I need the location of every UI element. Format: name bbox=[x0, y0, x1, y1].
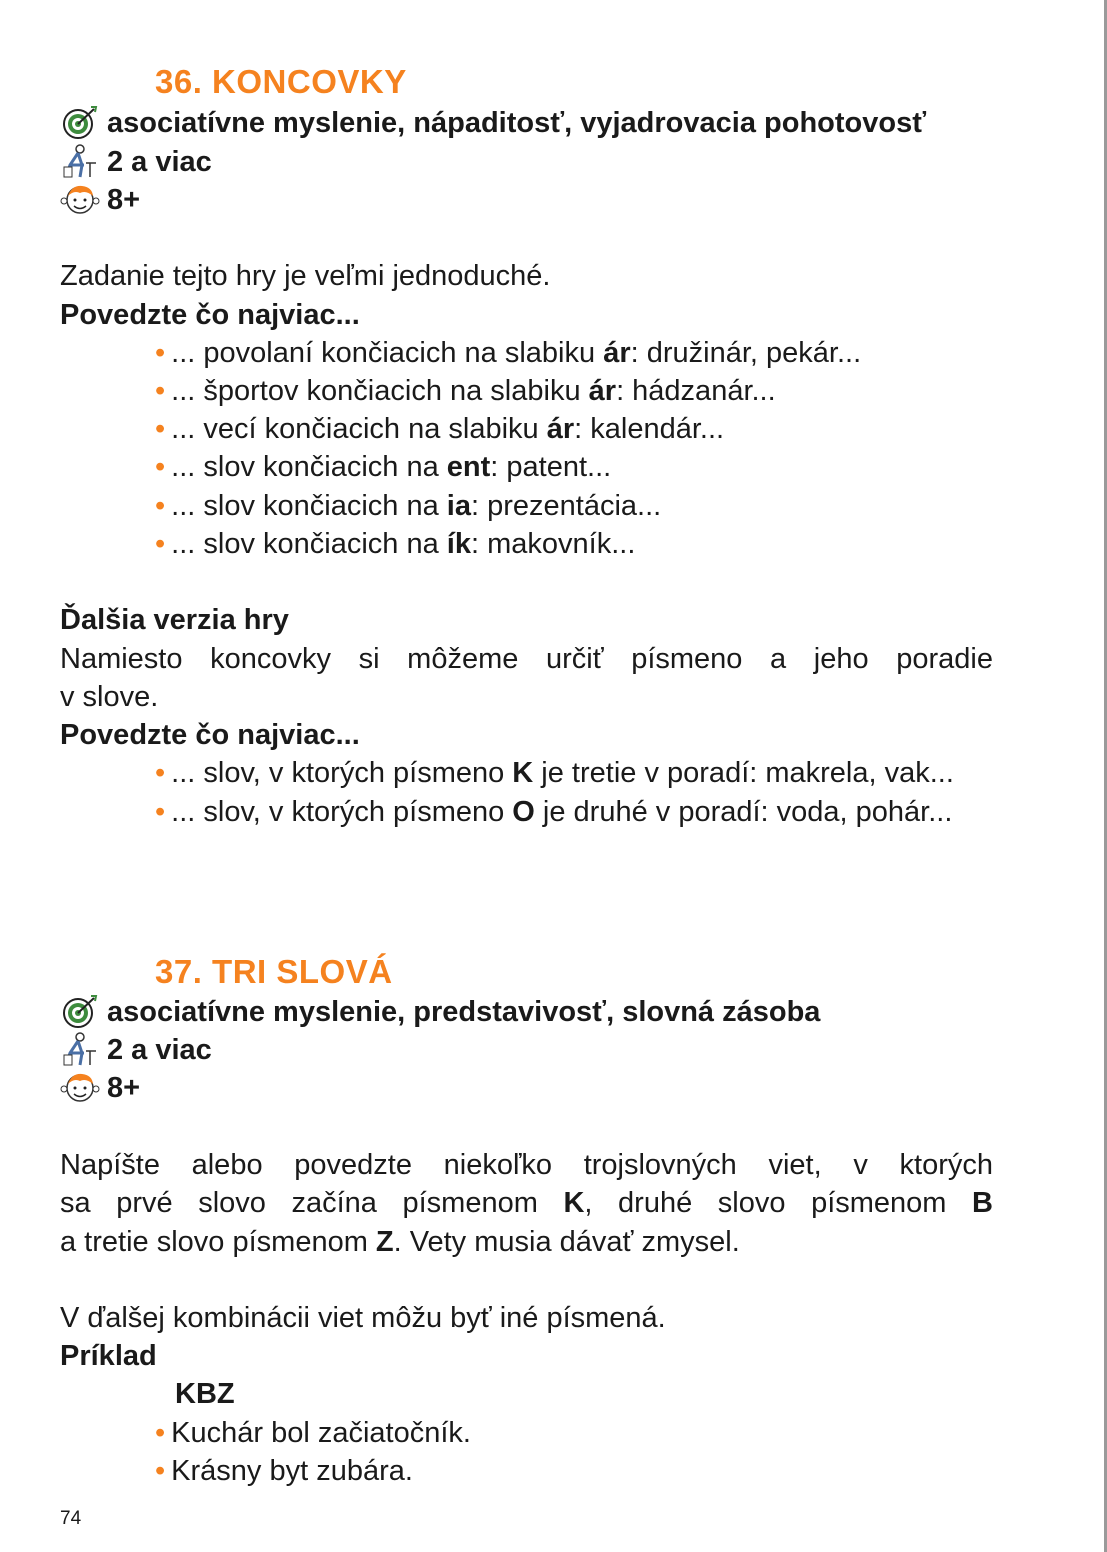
bold-text: B bbox=[972, 1187, 993, 1219]
age-text: 8+ bbox=[107, 184, 141, 216]
bold-text: K bbox=[563, 1187, 585, 1219]
list-item bbox=[155, 372, 776, 410]
bold-text: O bbox=[512, 796, 535, 828]
text-line bbox=[60, 1223, 740, 1261]
bold-text: Ďalšia verzia hry bbox=[60, 604, 289, 636]
text-line bbox=[60, 601, 289, 639]
bold-text: Z bbox=[375, 1226, 394, 1258]
players-count: 2 a viac bbox=[107, 146, 212, 178]
text-span: ... slov, v ktorých písmeno bbox=[171, 796, 513, 828]
text-line bbox=[60, 1299, 666, 1337]
bold-text: KBZ bbox=[175, 1378, 235, 1410]
bold-text: ent bbox=[446, 451, 491, 483]
text-span: ... vecí končiacich na slabiku bbox=[171, 413, 547, 445]
players-icon bbox=[60, 1031, 100, 1067]
list-item bbox=[155, 754, 954, 792]
bold-text: K bbox=[512, 757, 534, 789]
bold-text: ár bbox=[546, 413, 575, 445]
players-icon bbox=[60, 143, 100, 179]
text-span: : družinár, pekár... bbox=[630, 337, 862, 369]
text-line bbox=[60, 1146, 993, 1184]
list-item bbox=[155, 793, 952, 831]
bold-text: Povedzte čo najviac... bbox=[60, 299, 360, 331]
list-item bbox=[155, 1414, 471, 1452]
text-line bbox=[60, 640, 993, 678]
text-line bbox=[60, 678, 158, 716]
list-item bbox=[155, 448, 611, 486]
text-span: Kuchár bol začiatočník. bbox=[171, 1417, 471, 1449]
text-span: ... slov, v ktorých písmeno bbox=[171, 757, 513, 789]
text-span: . Vety musia dávať zmysel. bbox=[393, 1226, 740, 1258]
game-title: 37. TRI SLOVÁ bbox=[155, 953, 393, 990]
bullet-marker: • bbox=[155, 528, 166, 560]
list-item bbox=[155, 334, 861, 372]
text-span: Krásny byt zubára. bbox=[171, 1455, 413, 1487]
text-span: je tretie v poradí: makrela, vak... bbox=[533, 757, 954, 789]
text-span: Namiesto koncovky si môžeme určiť písmeno a jeho poradie bbox=[60, 643, 993, 675]
text-line bbox=[60, 716, 360, 754]
game-title: 36. KONCOVKY bbox=[155, 63, 407, 100]
bold-text: Príklad bbox=[60, 1340, 157, 1372]
text-span: : hádzanár... bbox=[616, 375, 776, 407]
text-span: : kalendár... bbox=[574, 413, 725, 445]
bullet-marker: • bbox=[155, 757, 166, 789]
bullet-marker: • bbox=[155, 1417, 166, 1449]
bullet-marker: • bbox=[155, 490, 166, 522]
text-line bbox=[60, 1337, 157, 1375]
bullet-marker: • bbox=[155, 451, 166, 483]
text-span: v slove. bbox=[60, 681, 159, 713]
text-line bbox=[175, 1375, 235, 1413]
text-line bbox=[60, 296, 360, 334]
text-span: sa prvé slovo začína písmenom bbox=[60, 1187, 564, 1219]
bold-text: ár bbox=[603, 337, 631, 369]
text-span: ... športov končiacich na slabiku bbox=[171, 375, 589, 407]
text-line bbox=[60, 257, 550, 295]
text-span: , druhé slovo písmenom bbox=[584, 1187, 973, 1219]
bold-text: Povedzte čo najviac... bbox=[60, 719, 360, 751]
list-item bbox=[155, 410, 724, 448]
list-item bbox=[155, 487, 661, 525]
text-span: : patent... bbox=[490, 451, 612, 483]
text-span: a tretie slovo písmenom bbox=[60, 1226, 376, 1258]
text-span: : prezentácia... bbox=[470, 490, 662, 522]
bold-text: ia bbox=[446, 490, 471, 522]
bold-text: ík bbox=[446, 528, 471, 560]
bullet-marker: • bbox=[155, 1455, 166, 1487]
skills-text: asociatívne myslenie, nápaditosť, vyjadrovacia pohotovosť bbox=[107, 107, 927, 139]
text-span: : makovník... bbox=[470, 528, 636, 560]
text-line bbox=[60, 1184, 993, 1222]
bold-text: ár bbox=[588, 375, 617, 407]
text-span: ... slov končiacich na bbox=[171, 451, 447, 483]
goal-target-icon bbox=[60, 104, 100, 140]
age-child-icon bbox=[60, 181, 100, 217]
age-text: 8+ bbox=[107, 1072, 141, 1104]
bullet-marker: • bbox=[155, 413, 166, 445]
list-item bbox=[155, 525, 635, 563]
skills-text: asociatívne myslenie, predstavivosť, slovná zásoba bbox=[107, 996, 821, 1028]
text-span: ... slov končiacich na bbox=[171, 490, 447, 522]
text-span: Napíšte alebo povedzte niekoľko trojslovných viet, v ktorých bbox=[60, 1149, 993, 1181]
list-item bbox=[155, 1452, 413, 1490]
text-span: je druhé v poradí: voda, pohár... bbox=[534, 796, 953, 828]
bullet-marker: • bbox=[155, 337, 166, 369]
page-number: 74 bbox=[60, 1508, 82, 1529]
text-span: ... slov končiacich na bbox=[171, 528, 447, 560]
bullet-marker: • bbox=[155, 375, 166, 407]
text-span: ... povolaní končiacich na slabiku bbox=[171, 337, 604, 369]
text-span: Zadanie tejto hry je veľmi jednoduché. bbox=[60, 260, 551, 292]
age-child-icon bbox=[60, 1069, 100, 1105]
text-span: V ďalšej kombinácii viet môžu byť iné písmená. bbox=[60, 1302, 666, 1334]
players-count: 2 a viac bbox=[107, 1034, 212, 1066]
bullet-marker: • bbox=[155, 796, 166, 828]
goal-target-icon bbox=[60, 993, 100, 1029]
